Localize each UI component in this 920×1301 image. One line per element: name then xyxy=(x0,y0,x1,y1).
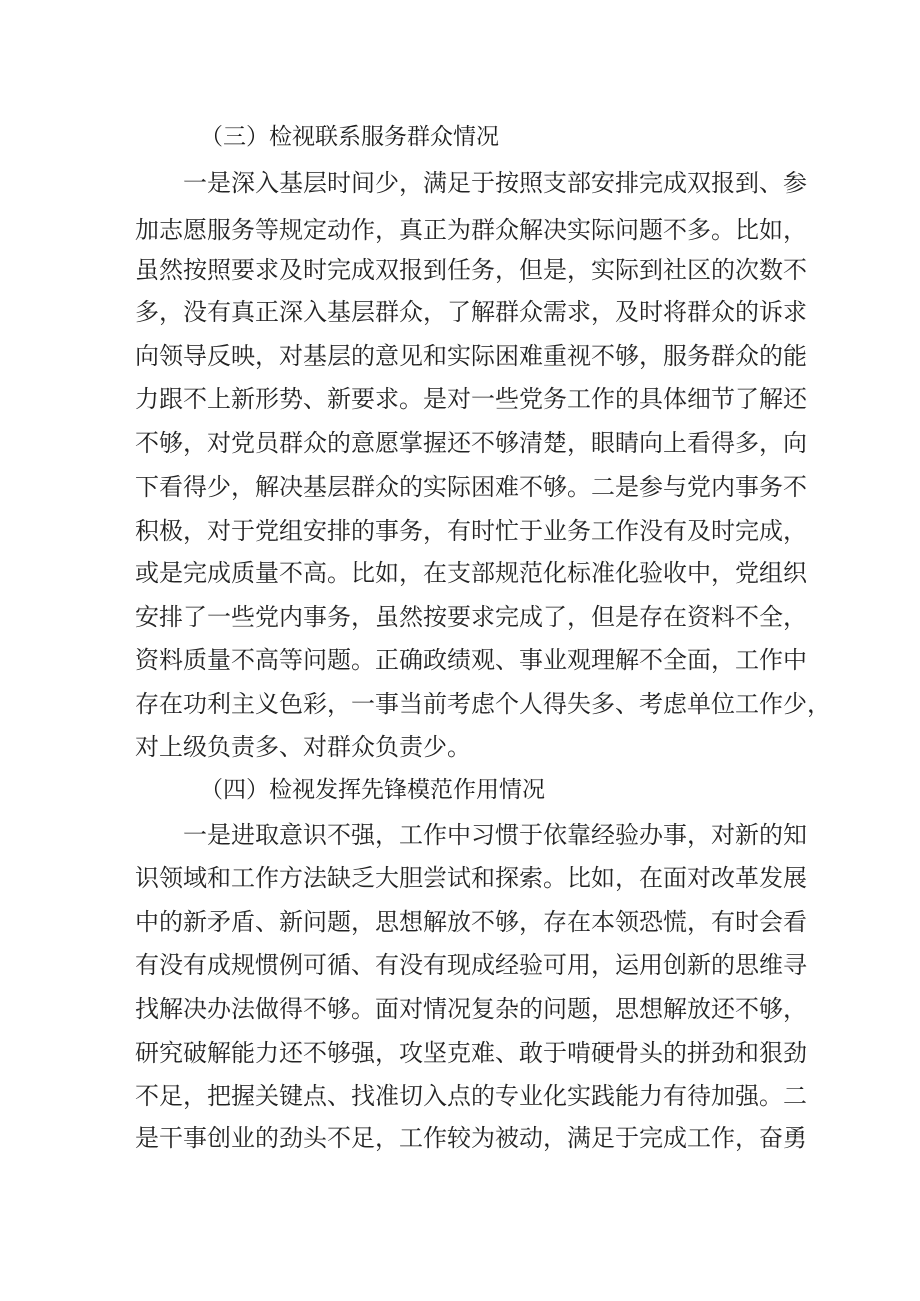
section-heading-3: （三）检视联系服务群众情况 xyxy=(200,124,499,150)
paragraph-line: 是干事创业的劲头不足，工作较为被动，满足于完成工作，奋勇 xyxy=(135,1124,807,1152)
paragraph-line: 安排了一些党内事务，虽然按要求完成了，但是存在资料不全， xyxy=(135,603,807,631)
paragraph-line: 不足，把握关键点、找准切入点的专业化实践能力有待加强。二 xyxy=(135,1082,807,1110)
paragraph-line: 存在功利主义色彩，一事当前考虑个人得失多、考虑单位工作少， xyxy=(135,690,831,718)
paragraph-line: 识领域和工作方法缺乏大胆尝试和探索。比如，在面对改革发展 xyxy=(135,864,807,892)
paragraph-line: 下看得少，解决基层群众的实际困难不够。二是参与党内事务不 xyxy=(135,473,807,501)
paragraph-line: 找解决办法做得不够。面对情况复杂的问题，思想解放还不够， xyxy=(135,995,807,1023)
paragraph-line: 加志愿服务等规定动作，真正为群众解决实际问题不多。比如， xyxy=(135,216,807,244)
paragraph-line: 多，没有真正深入基层群众，了解群众需求，及时将群众的诉求 xyxy=(135,298,807,326)
section-heading-4: （四）检视发挥先锋模范作用情况 xyxy=(200,777,545,803)
paragraph-line: 不够，对党员群众的意愿掌握还不够清楚，眼睛向上看得多，向 xyxy=(135,429,807,457)
paragraph-line: 研究破解能力还不够强，攻坚克难、敢于啃硬骨头的拼劲和狠劲 xyxy=(135,1039,807,1067)
paragraph-line: 虽然按照要求及时完成双报到任务，但是，实际到社区的次数不 xyxy=(135,256,807,284)
paragraph-line: 积极，对于党组安排的事务，有时忙于业务工作没有及时完成， xyxy=(135,517,807,545)
paragraph-line: 或是完成质量不高。比如，在支部规范化标准化验收中，党组织 xyxy=(135,559,807,587)
paragraph-line: 一是深入基层时间少，满足于按照支部安排完成双报到、参 xyxy=(183,169,807,197)
paragraph-line: 中的新矛盾、新问题，思想解放不够，存在本领恐慌，有时会看 xyxy=(135,908,807,936)
paragraph-line: 力跟不上新形势、新要求。是对一些党务工作的具体细节了解还 xyxy=(135,385,807,413)
paragraph-line: 资料质量不高等问题。正确政绩观、事业观理解不全面，工作中 xyxy=(135,646,807,674)
paragraph-line: 对上级负责多、对群众负责少。 xyxy=(135,733,471,761)
paragraph-line: 向领导反映，对基层的意见和实际困难重视不够，服务群众的能 xyxy=(135,342,807,370)
paragraph-line: 有没有成规惯例可循、有没有现成经验可用，运用创新的思维寻 xyxy=(135,951,807,979)
paragraph-line: 一是进取意识不强，工作中习惯于依靠经验办事，对新的知 xyxy=(183,821,807,849)
